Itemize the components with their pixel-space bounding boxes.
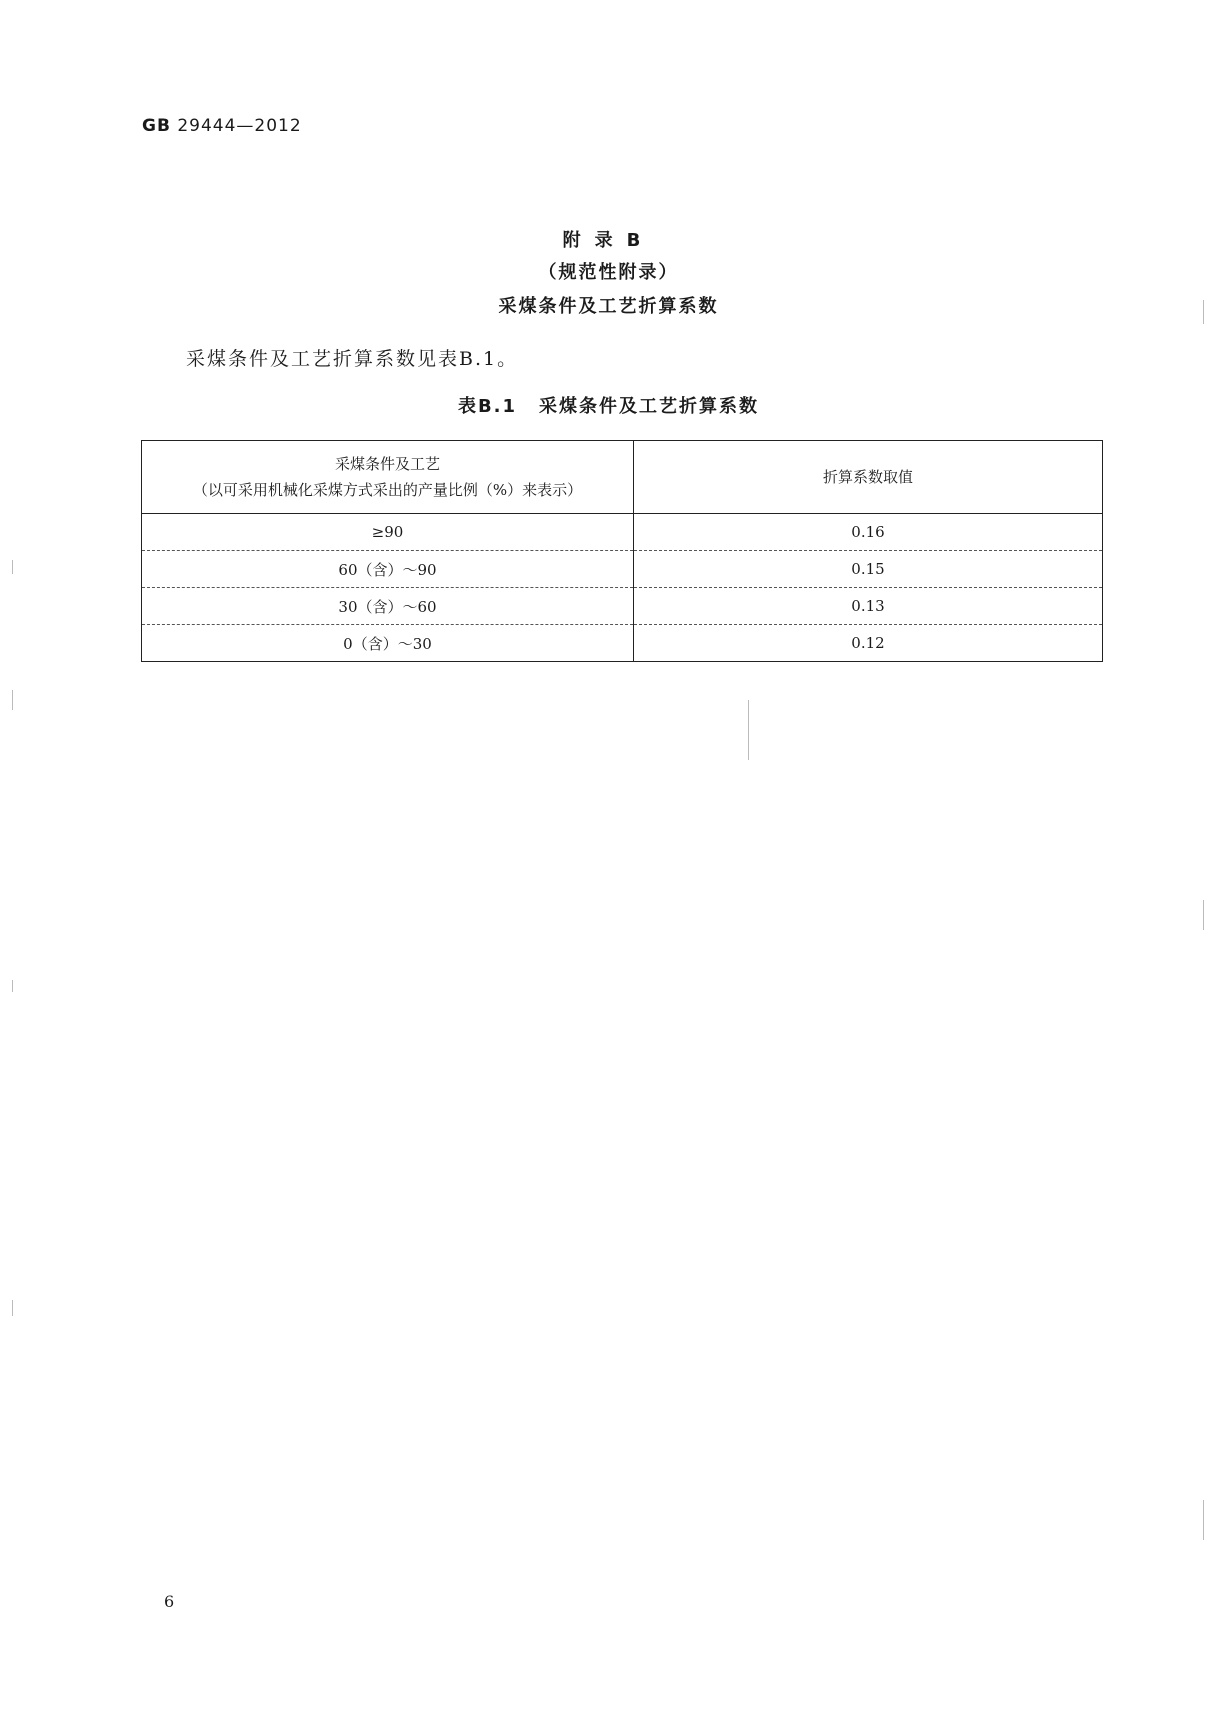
scan-mark <box>12 980 13 992</box>
condition-cell: 0（含）～30 <box>142 625 634 662</box>
table-row <box>142 551 1103 588</box>
coefficient-cell: 0.12 <box>634 625 1103 662</box>
header-condition <box>142 441 634 514</box>
header-coefficient: 折算系数取值 <box>634 441 1103 514</box>
scan-mark <box>748 700 749 760</box>
standard-code: GB <box>142 116 171 136</box>
scan-mark <box>12 690 13 710</box>
document-header <box>142 116 302 136</box>
appendix-label: 附录B <box>562 230 655 251</box>
table-number: 表B.1 <box>457 396 518 417</box>
condition-cell: 30（含）～60 <box>142 588 634 625</box>
coefficient-cell: 0.13 <box>634 588 1103 625</box>
coefficient-cell: 0.15 <box>634 551 1103 588</box>
table-row <box>142 514 1103 551</box>
table-row <box>142 625 1103 662</box>
standard-number: 29444—2012 <box>177 116 302 136</box>
appendix-type: （规范性附录） <box>538 262 679 283</box>
table-title: 采煤条件及工艺折算系数 <box>539 396 760 417</box>
scan-mark <box>12 1300 13 1316</box>
condition-cell: ≥90 <box>142 514 634 551</box>
scan-mark <box>1203 300 1204 324</box>
table-caption <box>0 392 1217 418</box>
scan-mark <box>1203 1500 1204 1540</box>
coefficient-cell: 0.16 <box>634 514 1103 551</box>
intro-paragraph: 采煤条件及工艺折算系数见表B.1。 <box>186 348 519 370</box>
appendix-name: 采煤条件及工艺折算系数 <box>498 296 719 317</box>
condition-cell: 60（含）～90 <box>142 551 634 588</box>
coefficient-table <box>141 440 1103 662</box>
page-number: 6 <box>164 1592 175 1611</box>
scan-mark <box>12 560 13 574</box>
scan-mark <box>1203 900 1204 930</box>
table-header-row <box>142 441 1103 514</box>
header-condition-line1: 采煤条件及工艺 <box>334 455 440 473</box>
table-row <box>142 588 1103 625</box>
header-condition-line2: （以可采用机械化采煤方式采出的产量比例（%）来表示） <box>192 481 583 499</box>
